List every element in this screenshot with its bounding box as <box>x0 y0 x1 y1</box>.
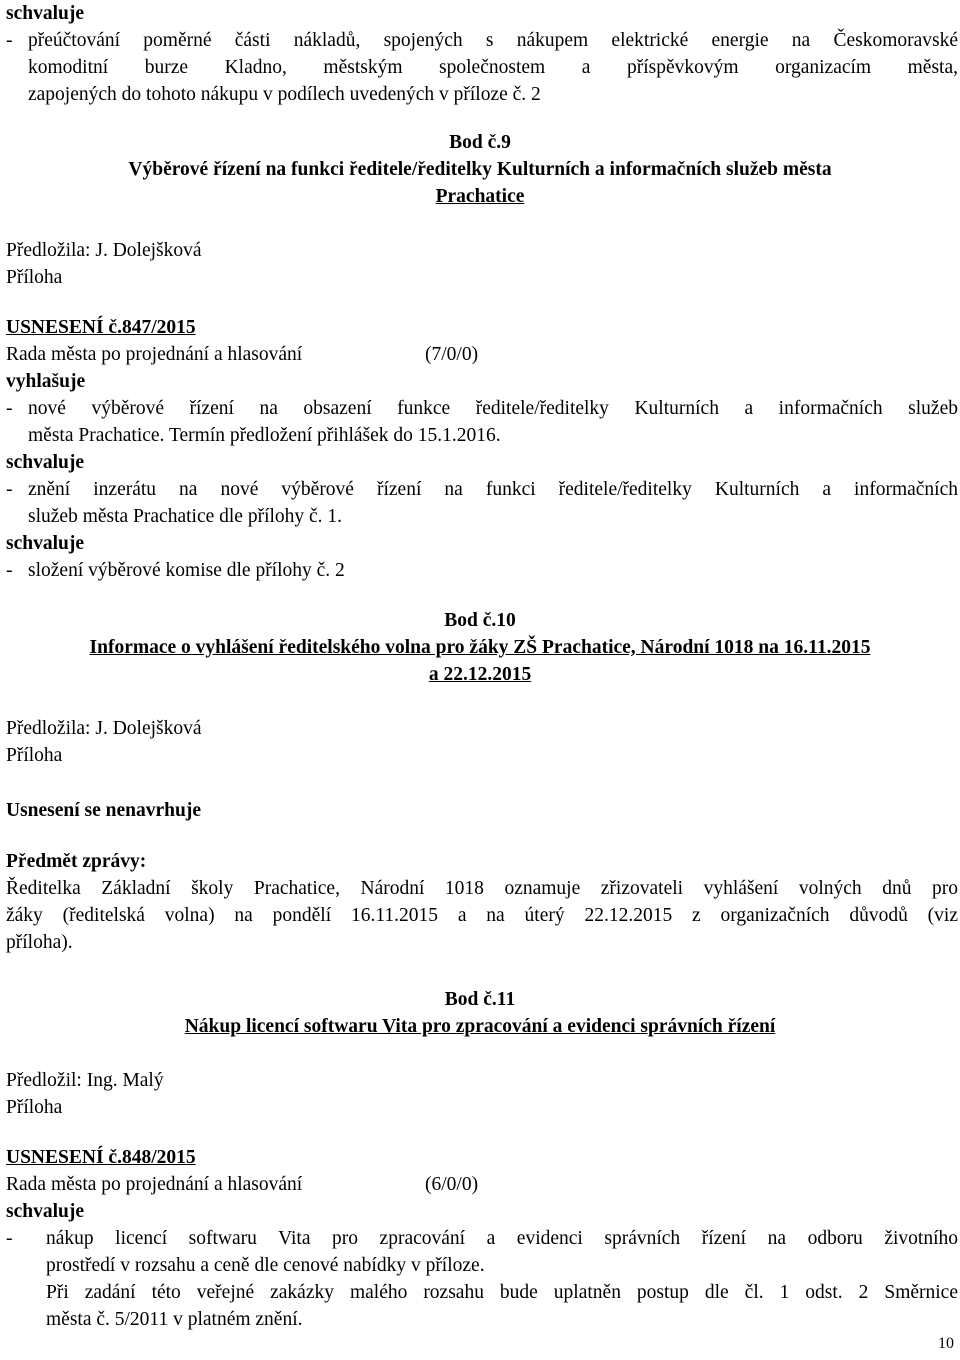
subject-text <box>6 875 958 956</box>
text-line: znění inzerátu na nové výběrové řízení na funkci ředitele/ředitelky Kulturních a informačních <box>28 479 958 500</box>
text-line: města Prachatice. Termín předložení přihlášek do 15.1.2016. <box>28 425 501 446</box>
resolution-number: USNESENÍ č.848/2015 <box>6 1147 196 1168</box>
text-line: nákup licencí softwaru Vita pro zpracování a evidenci správních řízení na odboru životního <box>46 1228 958 1249</box>
attachment-label: Příloha <box>6 1097 63 1118</box>
verb-schvaluje: schvaluje <box>6 3 84 24</box>
section-title: a 22.12.2015 <box>428 664 532 685</box>
text-line: žáky (ředitelská volna) na pondělí 16.11.2015 a na úterý 22.12.2015 z organizačních důvodů (viz <box>6 905 958 926</box>
text-line: města č. 5/2011 v platném znění. <box>46 1309 303 1330</box>
vote-result: (6/0/0) <box>425 1174 479 1195</box>
presenter: Předložila: J. Dolejšková <box>6 240 202 261</box>
section-title: Nákup licencí softwaru Vita pro zpracování a evidenci správních řízení <box>184 1016 776 1037</box>
list-item <box>6 476 958 530</box>
text-line: prostředí v rozsahu a ceně dle cenové nabídky v příloze. <box>46 1255 485 1276</box>
text-line: složení výběrové komise dle přílohy č. 2 <box>28 560 345 581</box>
attachment-label: Příloha <box>6 745 63 766</box>
section-title: Výběrové řízení na funkci ředitele/ředitelky Kulturních a informačních služeb města <box>128 159 832 180</box>
text-line: komoditní burze Kladno, městským společnostem a příspěvkovým organizacím města, <box>28 57 958 78</box>
presenter: Předložila: J. Dolejšková <box>6 718 202 739</box>
text-line: příloha). <box>6 932 73 953</box>
presenter: Předložil: Ing. Malý <box>6 1070 164 1091</box>
section-title: Prachatice <box>435 186 525 207</box>
text-line: Ředitelka Základní školy Prachatice, Národní 1018 oznamuje zřizovateli vyhlášení volných dnů pro <box>6 878 958 899</box>
subject-label: Předmět zprávy: <box>6 851 147 872</box>
verb-schvaluje: schvaluje <box>6 452 84 473</box>
list-item-text <box>28 27 958 108</box>
council-vote-line <box>6 1171 958 1198</box>
council-text: Rada města po projednání a hlasování <box>6 1174 303 1195</box>
list-item-text <box>46 1225 958 1333</box>
verb-schvaluje: schvaluje <box>6 1201 84 1222</box>
list-item-text <box>28 395 958 449</box>
section-title: Informace o vyhlášení ředitelského volna pro žáky ZŠ Prachatice, Národní 1018 na 16.11.2015 <box>89 637 871 658</box>
text-line: Při zadání této veřejné zakázky malého rozsahu bude uplatněn postup dle čl. 1 odst. 2 Směrnice <box>46 1282 958 1303</box>
section-number: Bod č.10 <box>444 610 516 631</box>
list-item <box>6 395 958 449</box>
list-dash: - <box>6 30 13 51</box>
vote-result: (7/0/0) <box>425 344 479 365</box>
list-dash: - <box>6 398 13 419</box>
text-line: služeb města Prachatice dle přílohy č. 1. <box>28 506 343 527</box>
text-line: zapojených do tohoto nákupu v podílech uvedených v příloze č. 2 <box>28 84 541 105</box>
council-vote-line <box>6 341 958 368</box>
page-number: 10 <box>938 1335 954 1352</box>
list-item <box>6 27 958 108</box>
no-resolution-note: Usnesení se nenavrhuje <box>6 800 202 821</box>
list-item-text <box>28 476 958 530</box>
list-dash: - <box>6 560 13 581</box>
resolution-number: USNESENÍ č.847/2015 <box>6 317 196 338</box>
list-item <box>6 557 958 584</box>
council-text: Rada města po projednání a hlasování <box>6 344 303 365</box>
list-item <box>6 1225 958 1333</box>
list-dash: - <box>6 479 13 500</box>
text-line: přeúčtování poměrné části nákladů, spojených s nákupem elektrické energie na Českomoravské <box>28 30 958 51</box>
list-dash: - <box>6 1228 13 1249</box>
text-line: nové výběrové řízení na obsazení funkce ředitele/ředitelky Kulturních a informačních služeb <box>28 398 958 419</box>
list-item-text <box>28 557 958 584</box>
section-number: Bod č.11 <box>444 989 516 1010</box>
verb-vyhlasuje: vyhlašuje <box>6 371 86 392</box>
section-number: Bod č.9 <box>449 132 511 153</box>
attachment-label: Příloha <box>6 267 63 288</box>
verb-schvaluje: schvaluje <box>6 533 84 554</box>
